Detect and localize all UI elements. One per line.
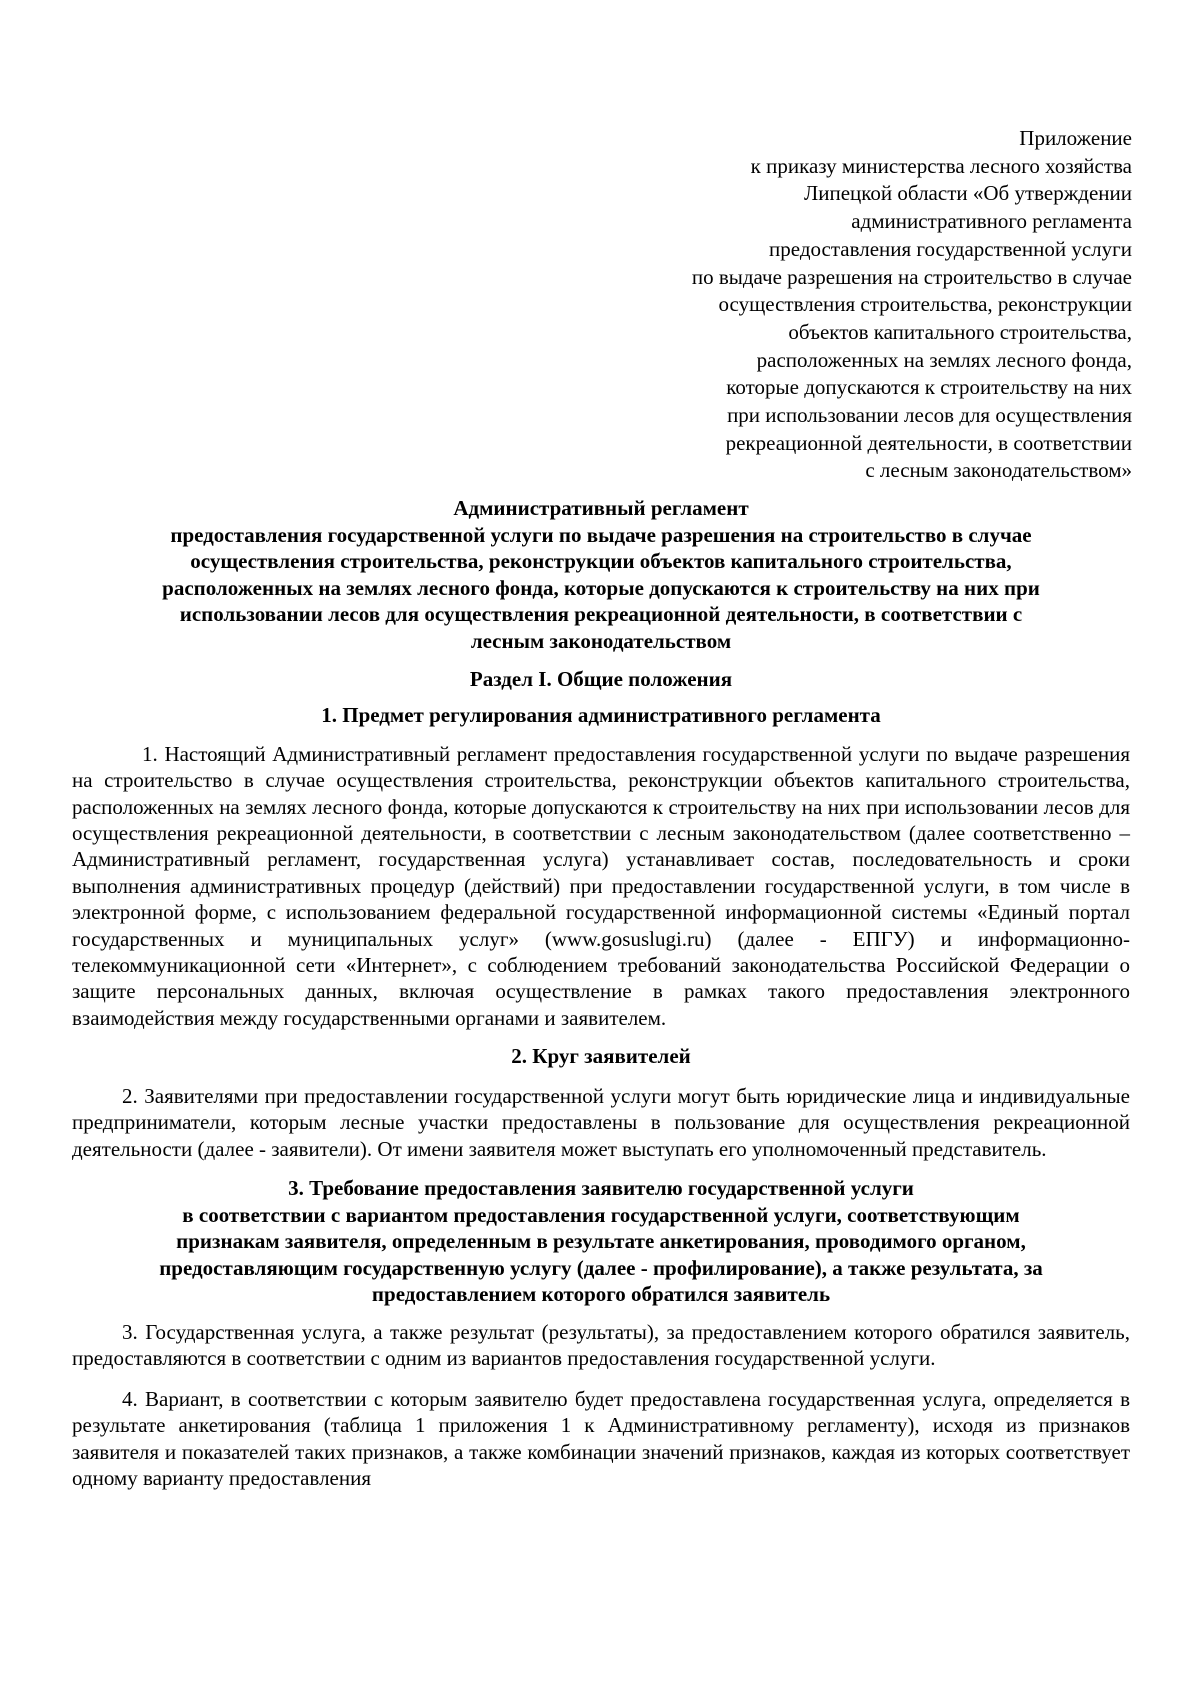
appendix-line: которые допускаются к строительству на них: [726, 375, 1132, 400]
title-line: Административный регламент: [453, 496, 749, 520]
heading-line: признакам заявителя, определенным в результате анкетирования, проводимого органом,: [176, 1229, 1026, 1254]
paragraph-2: 2. Заявителями при предоставлении государственной услуги могут быть юридические лица и индивидуальные предприниматели, которым лесные участки предоставлены в пользование для осуществления рекреационной деятельности (далее - заявители). От имени заявителя может выступать его уполномоченный представитель.: [72, 1083, 1130, 1161]
heading-line: 3. Требование предоставления заявителю государственной услуги: [288, 1176, 914, 1201]
appendix-line: по выдаче разрешения на строительство в случае: [691, 264, 1132, 289]
heading-line: предоставлением которого обратился заявитель: [371, 1282, 831, 1307]
paragraph-4: 4. Вариант, в соответствии с которым заявителю будет предоставлена государственная услуга, определяется в результате анкетирования (таблица 1 приложения 1 к Административному регламенту), исходя из признаков заявителя и показателей таких признаков, а также комбинации значений признаков, каждая из которых соответствует одному варианту предоставления: [72, 1386, 1130, 1491]
appendix-line: объектов капитального строительства,: [788, 319, 1132, 344]
heading-line: в соответствии с вариантом предоставления государственной услуги, соответствующим: [182, 1202, 1020, 1227]
title-line: использовании лесов для осуществления рекреационной деятельности, в соответствии с: [179, 602, 1023, 627]
appendix-line: расположенных на землях лесного фонда,: [756, 347, 1132, 372]
title-line: предоставления государственной услуги по выдаче разрешения на строительство в случае: [170, 522, 1032, 547]
appendix-line: предоставления государственной услуги: [769, 236, 1132, 261]
subsection-3-heading: [72, 1175, 1130, 1308]
appendix-line: Липецкой области «Об утверждении: [804, 181, 1132, 206]
paragraph-3: 3. Государственная услуга, а также результат (результаты), за предоставлением которого обратился заявитель, предоставляются в соответствии с одним из вариантов предоставления государственной услуги.: [72, 1320, 1130, 1371]
appendix-line: к приказу министерства лесного хозяйства: [750, 153, 1132, 178]
appendix-line: с лесным законодательством»: [865, 458, 1132, 483]
appendix-line: Приложение: [1019, 126, 1132, 150]
document-title: [72, 495, 1130, 655]
title-line: осуществления строительства, реконструкции объектов капитального строительства,: [190, 549, 1012, 574]
subsection-1-heading: 1. Предмет регулирования административного регламента: [321, 703, 881, 728]
section-heading: Раздел I. Общие положения: [469, 666, 733, 691]
appendix-line: при использовании лесов для осуществления: [727, 403, 1132, 428]
paragraph-1: 1. Настоящий Административный регламент предоставления государственной услуги по выдаче разрешения на строительство в случае осуществления строительства, реконструкции объектов капитального строительства, расположенных на землях лесного фонда, которые допускаются к строительству на них при использовании лесов для осуществления рекреационной деятельности, в соответствии с лесным законодательством (далее соответственно – Административный регламент, государственная услуга) устанавливает состав, последовательность и сроки выполнения административных процедур (действий) при предоставлении государственной услуги, в том числе в электронной форме, с использованием федеральной государственной информационной системы «Единый портал государственных и муниципальных услуг» (www.gosuslugi.ru) (далее - ЕПГУ) и информационно-телекоммуникационной сети «Интернет», с соблюдением требований законодательства Российской Федерации о защите персональных данных, включая осуществление в рамках такого предоставления электронного взаимодействия между государственными органами и заявителем.: [72, 741, 1130, 1030]
subsection-2-heading: 2. Круг заявителей: [511, 1044, 691, 1069]
title-line: лесным законодательством: [470, 628, 732, 653]
title-line: расположенных на землях лесного фонда, которые допускаются к строительству на них при: [162, 575, 1040, 600]
appendix-line: осуществления строительства, реконструкции: [718, 292, 1132, 317]
heading-line: предоставляющим государственную услугу (далее - профилирование), а также результата, за: [159, 1255, 1043, 1280]
appendix-header: [432, 125, 1132, 485]
document-body: [72, 495, 1130, 1491]
appendix-line: административного регламента: [851, 209, 1132, 234]
appendix-line: рекреационной деятельности, в соответствии: [725, 430, 1132, 455]
